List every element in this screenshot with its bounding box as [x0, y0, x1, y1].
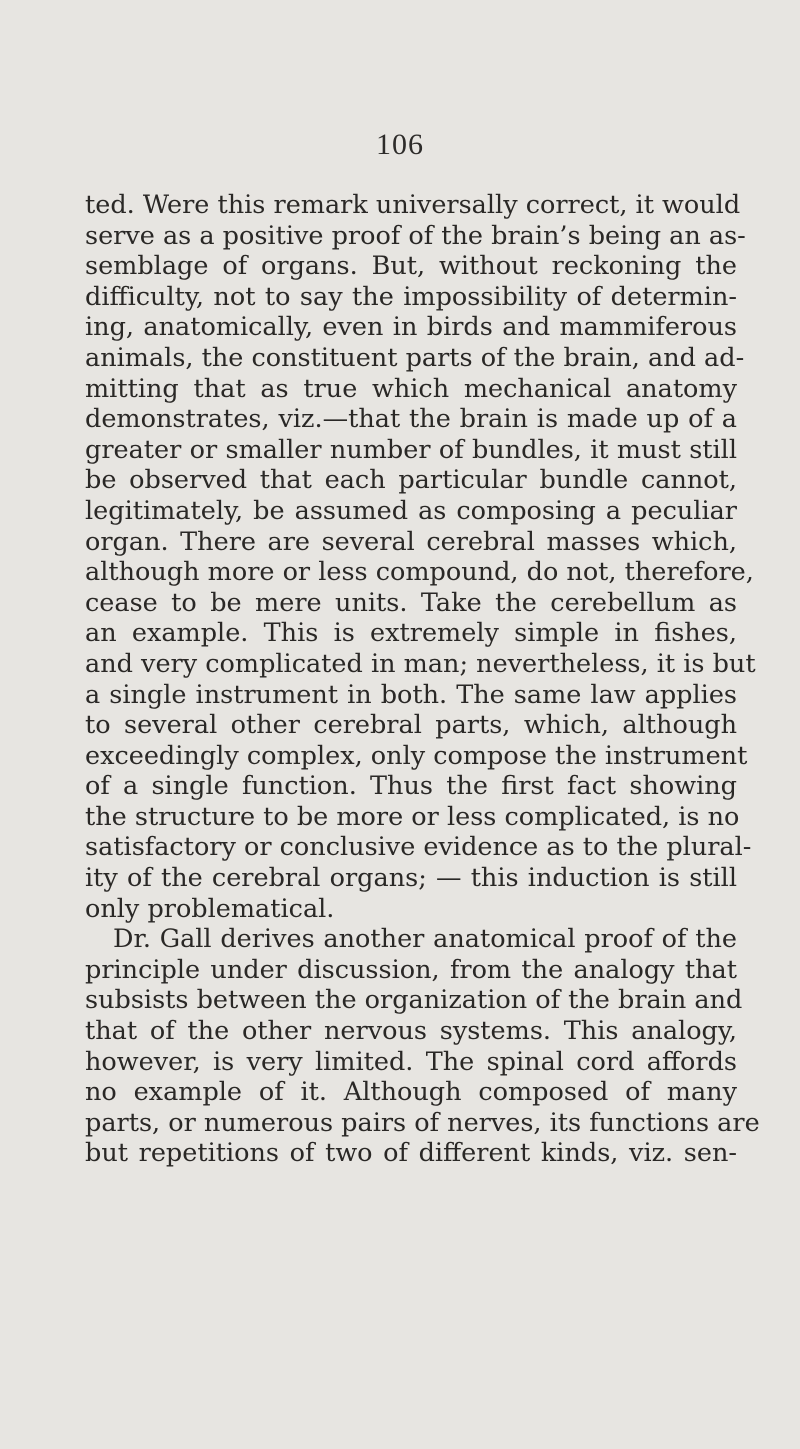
text-line: principle under discussion, from the analogy that: [85, 954, 737, 985]
text-line: semblage of organs. But, without reckoning the: [85, 251, 737, 282]
text-line: ity of the cerebral organs; — this induction is still: [85, 863, 737, 894]
text-line: of a single function. Thus the first fact showing: [85, 771, 737, 802]
text-line: cease to be mere units. Take the cerebellum as: [85, 587, 737, 618]
text-line: difficulty, not to say the impossibility of determin-: [85, 281, 737, 312]
text-line: ted. Were this remark universally correct, it would: [85, 190, 741, 220]
text-line: legitimately, be assumed as composing a peculiar: [85, 495, 737, 526]
text-line: demonstrates, viz.—that the brain is made up of a: [85, 404, 737, 435]
text-line: that of the other nervous systems. This analogy,: [85, 1016, 737, 1047]
text-line: but repetitions of two of different kinds, viz. sen-: [85, 1138, 737, 1169]
text-line: animals, the constituent parts of the brain, and ad-: [85, 342, 745, 373]
text-line: subsists between the organization of the brain and: [85, 985, 743, 1016]
text-line: although more or less compound, do not, therefore,: [85, 557, 754, 588]
text-line: no example of it. Although composed of many: [85, 1077, 737, 1108]
text-line: ing, anatomically, even in birds and mammiferous: [85, 312, 737, 343]
page-number: 106: [376, 128, 424, 161]
text-line: a single instrument in both. The same law applies: [85, 679, 737, 710]
text-line: to several other cerebral parts, which, although: [85, 710, 737, 741]
text-line: the structure to be more or less complicated, is no: [85, 801, 740, 832]
paragraph-start-line: Dr. Gall derives another anatomical proof of the: [113, 924, 737, 955]
text-line: organ. There are several cerebral masses which,: [85, 526, 737, 557]
text-line: and very complicated in man; nevertheless, it is but: [85, 648, 756, 679]
body-text: [85, 190, 760, 1169]
text-line: parts, or numerous pairs of nerves, its functions are: [85, 1107, 760, 1138]
text-line: satisfactory or conclusive evidence as to the plural-: [85, 832, 752, 863]
text-line: mitting that as true which mechanical anatomy: [85, 373, 737, 404]
text-line: exceedingly complex, only compose the instrument: [85, 740, 748, 771]
paragraph-end-line: only problematical.: [85, 893, 335, 924]
text-line: serve as a positive proof of the brain’s being an as-: [85, 220, 746, 251]
text-line: an example. This is extremely simple in fishes,: [85, 618, 737, 649]
text-line: however, is very limited. The spinal cord affords: [85, 1046, 737, 1077]
text-line: greater or smaller number of bundles, it must still: [85, 434, 737, 465]
text-line: be observed that each particular bundle cannot,: [85, 465, 737, 496]
